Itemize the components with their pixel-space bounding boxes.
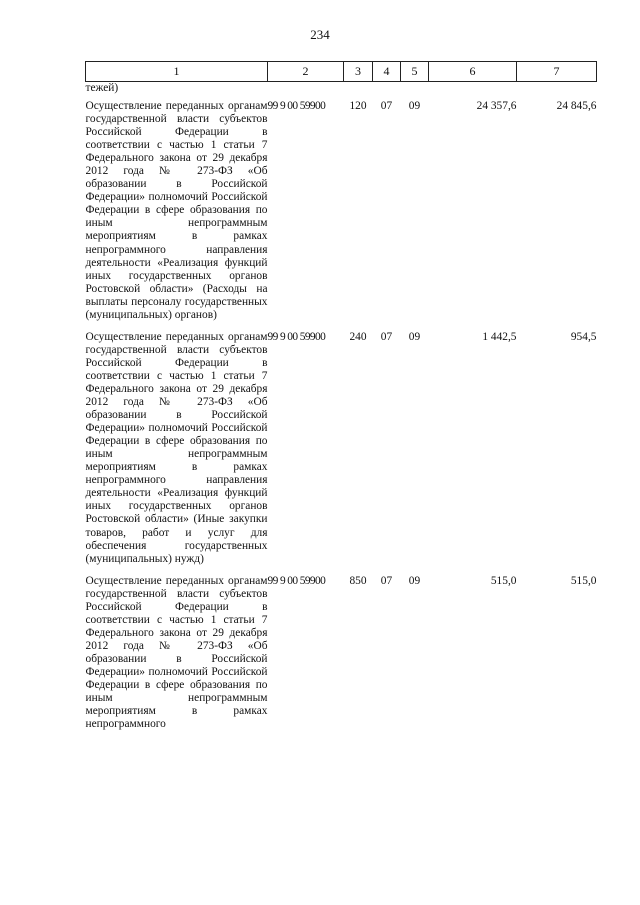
row-target-code: 99 9 00 59900 xyxy=(267,574,326,587)
row-amount-2: 954,5 xyxy=(570,330,597,343)
row-amount-1: 24 357,6 xyxy=(476,100,517,112)
column-header: 5 xyxy=(401,62,429,82)
row-subsection: 09 xyxy=(408,330,421,343)
row-expense-type: 850 xyxy=(349,574,367,587)
row-amount-2: 515,0 xyxy=(570,574,597,587)
budget-table xyxy=(85,61,597,731)
row-description: Осуществление переданных органам государственной власти субъектов Российской Федерации в соответствии с частью 1 статьи 7 Федерального закона от 29 декабря 2012 года № 273-ФЗ «Об образовании в Российской Федерации» полномочий Российской Федерации в сфере образования по иным непрограммным мероприятиям в рамках непрограммного xyxy=(85,574,268,731)
row-section: 07 xyxy=(380,100,393,112)
row-description: Осуществление переданных органам государственной власти субъектов Российской Федерации в соответствии с частью 1 статьи 7 Федерального закона от 29 декабря 2012 года № 273-ФЗ «Об образовании в Российской Федерации» полномочий Российской Федерации в сфере образования по иным непрограммным мероприятиям в рамках непрограммного направления деятельности «Реализация функций иных государственных органов Ростовской области» (Иные закупки товаров, работ и услуг для обеспечения государственных (муниципальных) нужд) xyxy=(85,330,268,565)
table-header-row xyxy=(86,62,597,82)
row-expense-type: 240 xyxy=(349,330,367,343)
row-subsection: 09 xyxy=(408,574,421,587)
table-row xyxy=(86,575,597,732)
column-header: 2 xyxy=(268,62,344,82)
row-section: 07 xyxy=(380,330,393,343)
column-header: 7 xyxy=(517,62,597,82)
column-header: 4 xyxy=(373,62,401,82)
column-header: 3 xyxy=(344,62,373,82)
row-subsection: 09 xyxy=(408,100,421,112)
row-target-code: 99 9 00 59900 xyxy=(267,330,326,343)
row-amount-1: 1 442,5 xyxy=(482,330,517,343)
page-number: 234 xyxy=(310,27,330,42)
row-amount-2: 24 845,6 xyxy=(556,100,597,112)
row-target-code: 99 9 00 59900 xyxy=(267,100,326,112)
row-amount-1: 515,0 xyxy=(490,574,517,587)
row-section: 07 xyxy=(380,574,393,587)
continuation-text: тежей) xyxy=(85,82,119,94)
continuation-row xyxy=(86,82,597,101)
column-header: 6 xyxy=(429,62,517,82)
row-expense-type: 120 xyxy=(349,100,367,112)
column-header: 1 xyxy=(86,62,268,82)
table-row xyxy=(86,331,597,575)
row-description: Осуществление переданных органам государственной власти субъектов Российской Федерации в соответствии с частью 1 статьи 7 Федерального закона от 29 декабря 2012 года № 273-ФЗ «Об образовании в Российской Федерации» полномочий Российской Федерации в сфере образования по иным непрограммным мероприятиям в рамках непрограммного направления деятельности «Реализация функций иных государственных органов Ростовской области» (Расходы на выплаты персоналу государственных (муниципальных) органов) xyxy=(85,100,268,321)
table-row xyxy=(86,100,597,331)
